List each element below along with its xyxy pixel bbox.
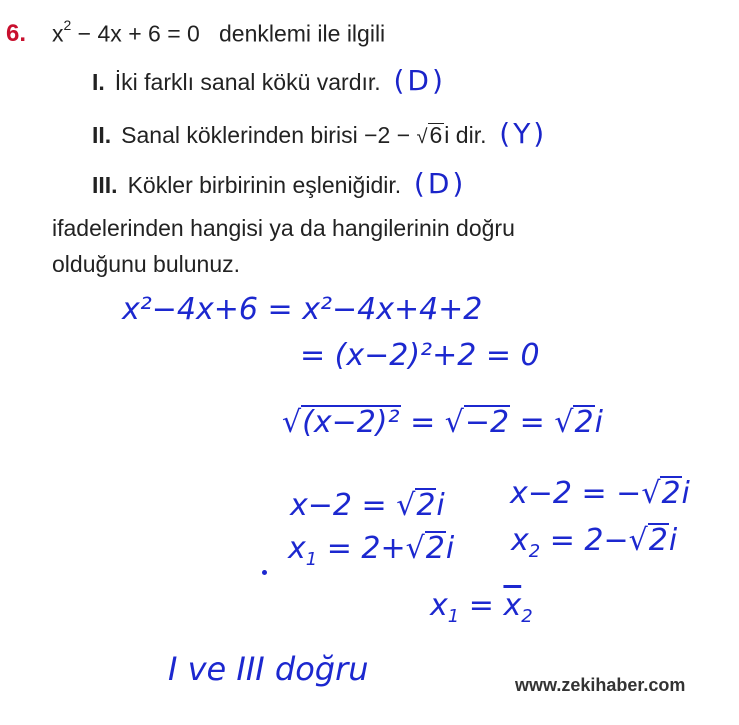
radicand: 2 <box>661 476 681 511</box>
root-index: 1 <box>447 606 460 627</box>
statement-roman: II. <box>92 122 112 148</box>
question-intro: denklemi ile ilgili <box>218 20 386 47</box>
expression: x−2 = − <box>510 476 642 511</box>
radicand: −2 <box>464 405 510 440</box>
statement-text: Kökler birbirinin eşleniğidir. <box>127 172 402 198</box>
equation-exponent: 2 <box>63 17 72 33</box>
imaginary-unit: i <box>668 523 678 558</box>
statement-1 <box>92 64 446 97</box>
statement-text-after: i dir. <box>444 122 487 148</box>
statement-text: İki farklı sanal kökü vardır. <box>114 69 381 95</box>
root-index: 2 <box>521 606 533 627</box>
watermark: www.zekihaber.com <box>515 675 686 695</box>
radical-sign: √ <box>416 126 428 148</box>
solution-line-5 <box>510 476 690 511</box>
equals: = <box>510 405 555 440</box>
equals: = <box>459 588 504 623</box>
solution-line-4 <box>290 488 445 523</box>
equation-variable: x <box>52 20 64 47</box>
footer-line: olduğunu bulunuz. <box>52 251 240 277</box>
answer-mark: (Y) <box>499 117 548 150</box>
answer-mark: (D) <box>413 167 467 200</box>
root-variable: x <box>511 523 529 558</box>
radicand: 2 <box>416 488 436 523</box>
statement-3 <box>92 167 466 200</box>
statement-text: Sanal köklerinden birisi −2 − <box>121 122 417 148</box>
solution-line-6 <box>288 531 454 570</box>
solution-line-3 <box>282 405 603 440</box>
equals: = <box>400 405 445 440</box>
radical-sign: √ <box>444 405 464 440</box>
imaginary-unit: i <box>594 405 603 440</box>
radical-sign: √ <box>554 405 574 440</box>
radicand: 2 <box>648 523 668 558</box>
expression: x−2 = <box>290 488 397 523</box>
root-variable: x <box>288 531 306 566</box>
root-variable: x <box>430 588 448 623</box>
radical-sign: √ <box>405 531 425 566</box>
radicand: (x−2)² <box>302 405 400 440</box>
expression: = 2+ <box>317 531 406 566</box>
radical-sign: √ <box>396 488 416 523</box>
imaginary-unit: i <box>445 531 455 566</box>
equation-rest: − 4x + 6 = 0 <box>71 20 200 47</box>
expression: = 2− <box>540 523 629 558</box>
root-index: 2 <box>528 541 541 562</box>
solution-line-2: = (x−2)²+2 = 0 <box>300 338 540 373</box>
conclusion: I ve III doğru <box>168 650 369 688</box>
solution-line-7 <box>511 523 677 562</box>
statement-roman: I. <box>92 69 105 95</box>
statement-2 <box>92 117 547 150</box>
radical-sign: √ <box>282 405 302 440</box>
radicand: 2 <box>574 405 594 440</box>
question-equation <box>52 17 386 48</box>
root-index: 1 <box>305 549 318 570</box>
answer-mark: (D) <box>393 64 446 97</box>
imaginary-unit: i <box>681 476 690 511</box>
imaginary-unit: i <box>436 488 445 523</box>
footer-line: ifadelerinden hangisi ya da hangilerinin doğru <box>52 215 515 241</box>
radical-sign: √ <box>628 523 648 558</box>
ink-dot <box>262 570 267 575</box>
radicand: 2 <box>425 531 445 566</box>
question-footer <box>52 210 515 282</box>
statement-roman: III. <box>92 172 118 198</box>
solution-line-8 <box>430 588 533 627</box>
conjugate-variable: $\overline{x}$ <box>503 588 522 623</box>
radicand: 6 <box>429 122 443 148</box>
radical-sign: √ <box>641 476 661 511</box>
question-number: 6. <box>6 20 27 47</box>
solution-line-1: x²−4x+6 = x²−4x+4+2 <box>122 292 483 327</box>
